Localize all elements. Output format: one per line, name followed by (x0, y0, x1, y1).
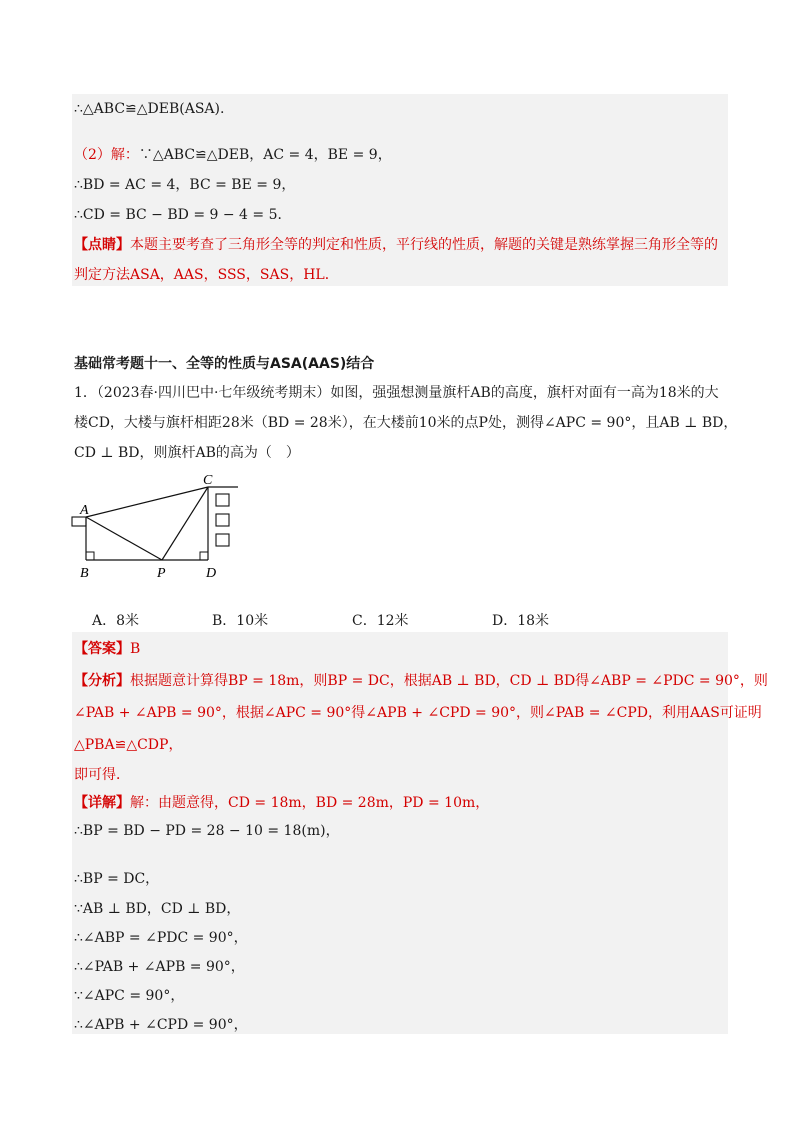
right-angle-d (200, 552, 208, 560)
analysis-line-3: △PBA≌△CDP， (74, 737, 183, 753)
detail-step-1: ∴BP = BD − PD = 28 − 10 = 18(m)， (74, 823, 340, 839)
part2-text: ∵△ABC≌△DEB，AC = 4，BE = 9， (138, 147, 392, 163)
label-c: C (203, 473, 213, 488)
geometry-figure (68, 472, 268, 582)
label-b: B (80, 566, 89, 581)
solution-line-4: ∴CD = BC − BD = 9 − 4 = 5． (74, 207, 292, 223)
detail-line (74, 794, 489, 812)
detail-step-2: ∴BP = DC， (74, 871, 160, 887)
analysis-line-2: ∠PAB + ∠APB = 90°，根据∠APC = 90°得∠APB + ∠CPD = 90°，则∠PAB = ∠CPD，利用AAS可证明 (74, 705, 762, 721)
answer-line (74, 640, 140, 658)
answer-value: B (130, 641, 141, 657)
window-2 (216, 514, 229, 526)
part2-label: （2）解： (74, 147, 139, 163)
label-p: P (157, 566, 166, 581)
comment-line-2: 判定方法ASA，AAS，SSS，SAS，HL． (74, 267, 339, 283)
label-a: A (80, 503, 89, 518)
choice-d[interactable]: D．18米 (492, 613, 550, 629)
window-1 (216, 494, 229, 506)
detail-step-3: ∵AB ⊥ BD，CD ⊥ BD， (74, 901, 241, 917)
choice-c[interactable]: C．12米 (352, 613, 409, 629)
comment-line-1 (74, 236, 718, 254)
choice-b[interactable]: B．10米 (212, 613, 269, 629)
analysis-line-1 (74, 672, 768, 690)
window-3 (216, 534, 229, 546)
solution-line-3: ∴BD = AC = 4，BC = BE = 9， (74, 177, 296, 193)
detail-step-7: ∴∠APB + ∠CPD = 90°， (74, 1017, 248, 1033)
right-angle-b (86, 552, 94, 560)
detail-intro: 解：由题意得，CD = 18m，BD = 28m，PD = 10m， (130, 795, 490, 811)
detail-tag: 【详解】 (74, 795, 130, 811)
comment-text: 本题主要考查了三角形全等的判定和性质，平行线的性质，解题的关键是熟练掌握三角形全等的 (130, 237, 718, 253)
flag (72, 517, 86, 526)
choice-a[interactable]: A．8米 (92, 613, 140, 629)
detail-step-6: ∵∠APC = 90°， (74, 988, 185, 1004)
question-line-2: 楼CD，大楼与旗杆相距28米（BD = 28米），在大楼前10米的点P处，测得∠APC = 90°，且AB ⊥ BD， (74, 415, 738, 431)
solution-line-1: ∴△ABC≌△DEB(ASA). (74, 101, 225, 117)
solution-line-2 (74, 146, 392, 164)
segment-ap (86, 517, 162, 560)
detail-step-5: ∴∠PAB + ∠APB = 90°， (74, 959, 245, 975)
question-line-1: 1．（2023春·四川巴中·七年级统考期末）如图，强强想测量旗杆AB的高度，旗杆对面有一高为18米的大 (74, 385, 719, 401)
question-line-3: CD ⊥ BD，则旗杆AB的高为（ ） (74, 445, 300, 461)
analysis-line-4: 即可得． (74, 767, 130, 783)
segment-pc (162, 487, 208, 560)
segment-ac (86, 487, 208, 517)
answer-tag: 【答案】 (74, 641, 130, 657)
label-d: D (206, 566, 217, 581)
analysis-text-1: 根据题意计算得BP = 18m，则BP = DC，根据AB ⊥ BD，CD ⊥ BD得∠ABP = ∠PDC = 90°，则 (130, 673, 768, 689)
comment-tag: 【点睛】 (74, 237, 130, 253)
detail-step-4: ∴∠ABP = ∠PDC = 90°， (74, 930, 248, 946)
section-title: 基础常考题十一、全等的性质与ASA(AAS)结合 (74, 356, 375, 372)
analysis-tag: 【分析】 (74, 673, 130, 689)
